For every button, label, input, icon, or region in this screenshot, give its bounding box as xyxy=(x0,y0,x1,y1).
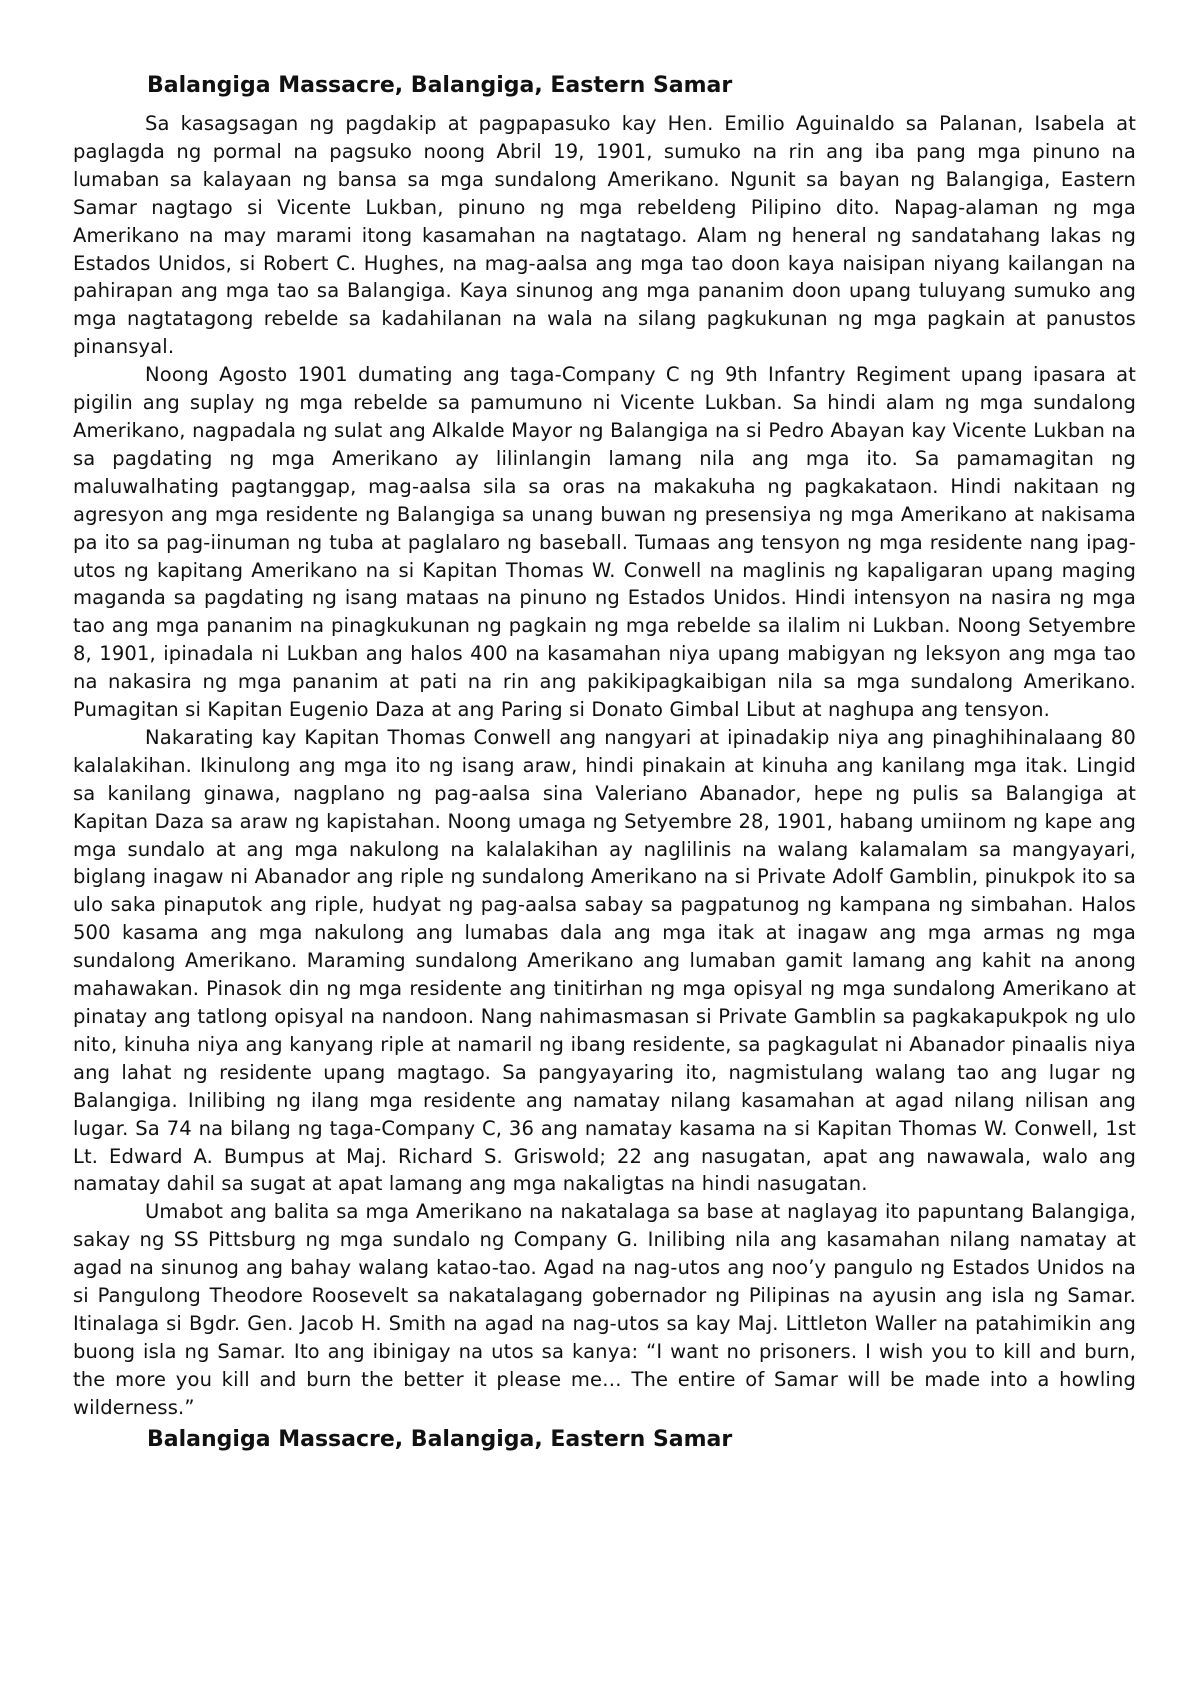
document-title: Balangiga Massacre, Balangiga, Eastern Samar xyxy=(147,73,733,98)
paragraph-2: Noong Agosto 1901 dumating ang taga-Company C ng 9th Infantry Regiment upang ipasara at pigilin ang suplay ng mga rebelde sa pamumuno ni Vicente Lukban. Sa hindi alam ng mga sundalong Amerikano, nagpadala ng sulat ang Alkalde Mayor ng Balangiga na si Pedro Abayan kay Vicente Lukban na sa pagdating ng mga Amerikano ay lilinlangin lamang nila ang mga ito. Sa pamamagitan ng maluwalhating pagtanggap, mag-aalsa sila sa oras na makakuha ng pagkakataon. Hindi nakitaan ng agresyon ang mga residente ng Balangiga sa unang buwan ng presensiya ng mga Amerikano at nakisama pa ito sa pag-iinuman ng tuba at paglalaro ng baseball. Tumaas ang tensyon ng mga residente nang ipag-utos ng kapitang Amerikano na si Kapitan Thomas W. Conwell na maglinis ng kapaligaran upang maging maganda sa pagdating ng isang mataas na pinuno ng Estados Unidos. Hindi intensyon na nasira ng mga tao ang mga pananim na pinagkukunan ng pagkain ng mga rebelde sa ilalim ni Lukban. Noong Setyembre 8, 1901, ipinadala ni Lukban ang halos 400 na kasamahan niya upang mabigyan ng leksyon ang mga tao na nakasira ng mga pananim at pati na rin ang pakikipagkaibigan nila sa mga sundalong Amerikano. Pumagitan si Kapitan Eugenio Daza at ang Paring si Donato Gimbal Libut at naghupa ang tensyon. xyxy=(73,363,1136,722)
paragraph-4: Umabot ang balita sa mga Amerikano na nakatalaga sa base at naglayag ito papuntang Balangiga, sakay ng SS Pittsburg ng mga sundalo ng Company G. Inilibing nila ang kasamahan nilang namatay at agad na sinunog ang bahay walang katao-tao. Agad na nag-utos ang noo’y pangulo ng Estados Unidos na si Pangulong Theodore Roosevelt sa nakatalagang gobernador ng Pilipinas na ayusin ang isla ng Samar. Itinalaga si Bgdr. Gen. Jacob H. Smith na agad na nag-utos sa kay Maj. Littleton Waller na patahimikin ang buong isla ng Samar. Ito ang ibinigay na utos sa kanya: “I want no prisoners. I wish you to kill and burn, the more you kill and burn the better it please me… The entire of Samar will be made into a howling wilderness.” xyxy=(73,1200,1136,1419)
document-body xyxy=(73,110,1136,1422)
paragraph-1: Sa kasagsagan ng pagdakip at pagpapasuko kay Hen. Emilio Aguinaldo sa Palanan, Isabela at paglagda ng pormal na pagsuko noong Abril 19, 1901, sumuko na rin ang iba pang mga pinuno na lumaban sa kalayaan ng bansa sa mga sundalong Amerikano. Ngunit sa bayan ng Balangiga, Eastern Samar nagtago si Vicente Lukban, pinuno ng mga rebeldeng Pilipino dito. Napag-alaman ng mga Amerikano na may marami itong kasamahan na nagtatago. Alam ng heneral ng sandatahang lakas ng Estados Unidos, si Robert C. Hughes, na mag-aalsa ang mga tao doon kaya naisipan niyang kailangan na pahirapan ang mga tao sa Balangiga. Kaya sinunog ang mga pananim doon upang tuluyang sumuko ang mga nagtatagong rebelde sa kadahilanan na wala na silang pagkukunan ng mga pagkain at panustos pinansyal. xyxy=(73,112,1136,359)
paragraph-3: Nakarating kay Kapitan Thomas Conwell ang nangyari at ipinadakip niya ang pinaghihinalaang 80 kalalakihan. Ikinulong ang mga ito ng isang araw, hindi pinakain at kinuha ang kanilang mga itak. Lingid sa kanilang ginawa, nagplano ng pag-aalsa sina Valeriano Abanador, hepe ng pulis sa Balangiga at Kapitan Daza sa araw ng kapistahan. Noong umaga ng Setyembre 28, 1901, habang umiinom ng kape ang mga sundalo at ang mga nakulong na kalalakihan ay naglilinis na walang kalamalam sa mangyayari, biglang inagaw ni Abanador ang riple ng sundalong Amerikano na si Private Adolf Gamblin, pinukpok ito sa ulo saka pinaputok ang riple, hudyat ng pag-aalsa sabay sa pagpatunog ng kampana ng simbahan. Halos 500 kasama ang mga nakulong ang lumabas dala ang mga itak at inagaw ang mga armas ng mga sundalong Amerikano. Maraming sundalong Amerikano ang lumaban gamit lamang ang kahit na anong mahawakan. Pinasok din ng mga residente ang tinitirhan ng mga opisyal ng mga sundalong Amerikano at pinatay ang tatlong opisyal na nandoon. Nang nahimasmasan si Private Gamblin sa pagkakapukpok ng ulo nito, kinuha niya ang kanyang riple at namaril ng ibang residente, sa pagkagulat ni Abanador pinaalis niya ang lahat ng residente upang magtago. Sa pangyayaring ito, nagmistulang walang tao ang lugar ng Balangiga. Inilibing ng ilang mga residente ang namatay nilang kasamahan at agad nilang nilisan ang lugar. Sa 74 na bilang ng taga-Company C, 36 ang namatay kasama na si Kapitan Thomas W. Conwell, 1st Lt. Edward A. Bumpus at Maj. Richard S. Griswold; 22 ang nasugatan, apat ang nawawala, walo ang namatay dahil sa sugat at apat lamang ang mga nakaligtas na hindi nasugatan. xyxy=(73,725,1136,1196)
repeated-title: Balangiga Massacre, Balangiga, Eastern Samar xyxy=(147,1426,733,1452)
